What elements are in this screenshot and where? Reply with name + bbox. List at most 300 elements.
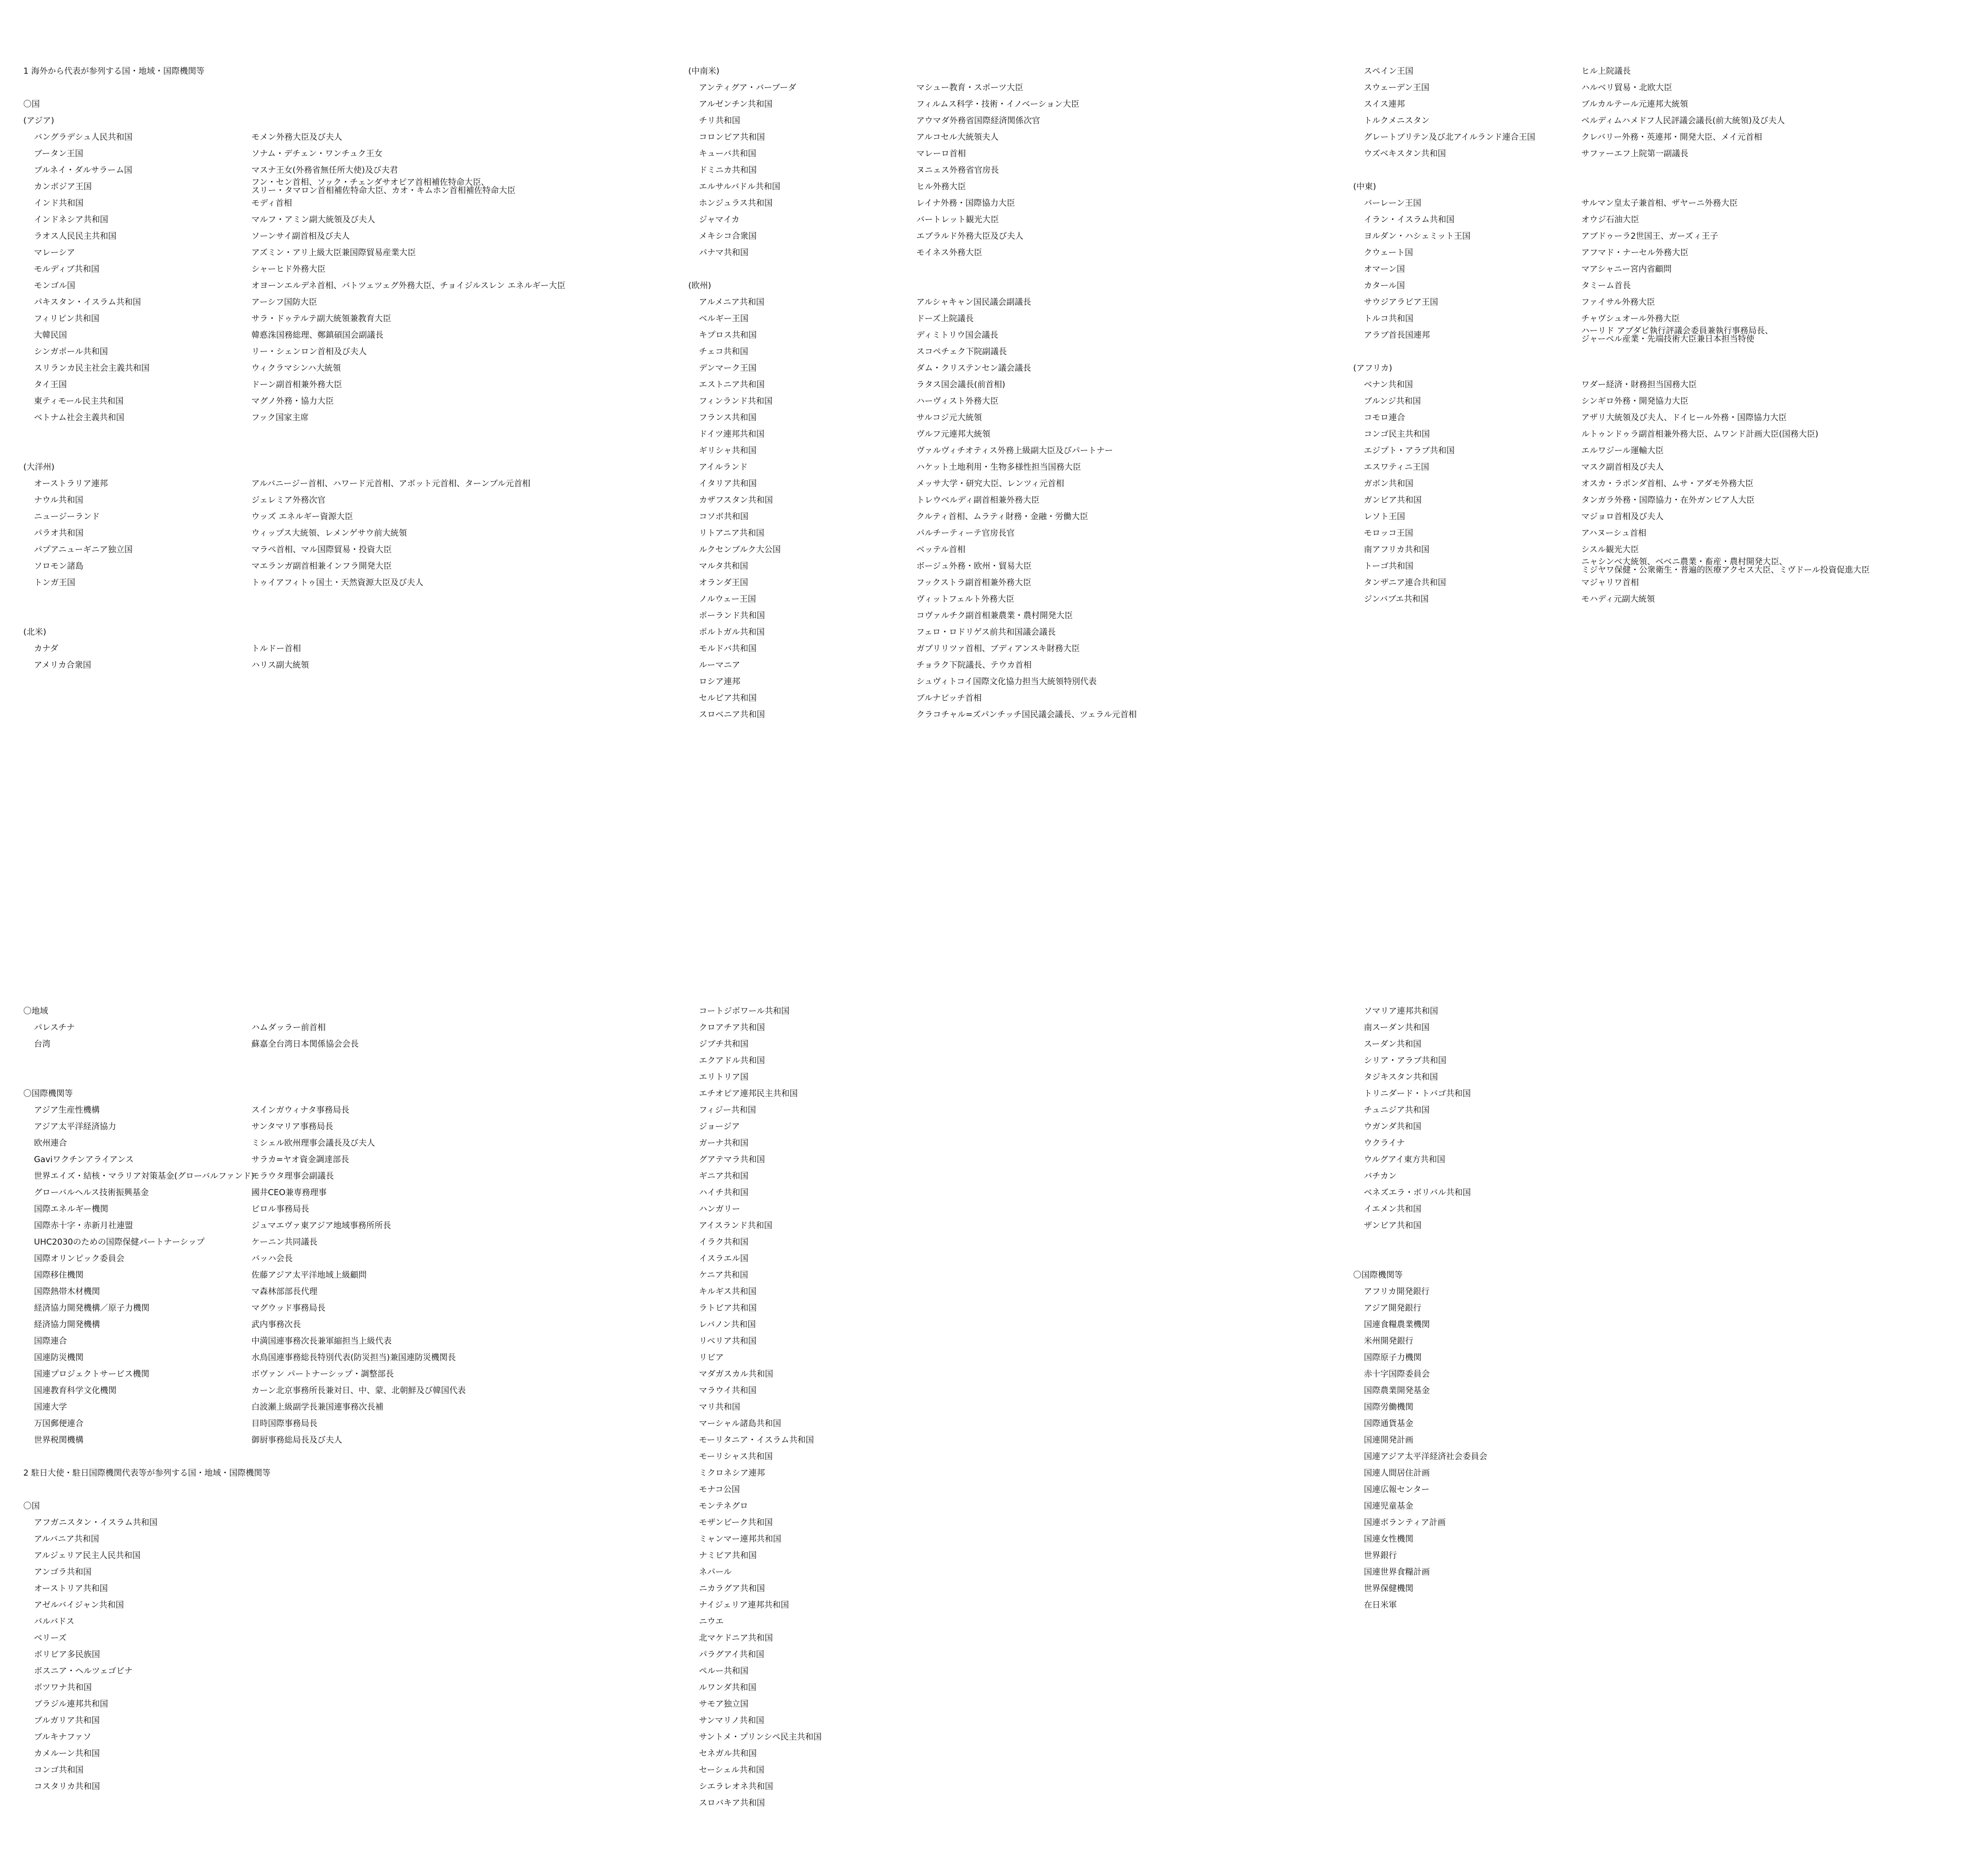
representative: ハルベリ貿易・北欧大臣 [1581,83,1672,93]
list-row [688,443,1348,459]
list-item: ジブチ共和国 [699,1039,748,1049]
list-row [23,1399,683,1415]
list-item: ザンビア共和国 [1364,1221,1422,1231]
europe-cont-list [1353,63,1988,162]
list-item: トリニダード・トバゴ共和国 [1364,1089,1471,1099]
list-row [1353,509,1988,525]
list-row [23,1300,683,1316]
representative: フェロ・ロドリゲス前共和国議会議長 [916,627,1056,637]
list-row [23,542,683,558]
representative: ヒル外務大臣 [916,182,966,192]
list-row [1353,113,1988,129]
representative: マ森林部部長代理 [251,1287,317,1297]
country-name: 万国郵便連合 [34,1419,83,1429]
country-name: トルコ共和国 [1364,314,1413,324]
list-item: チュニジア共和国 [1364,1105,1430,1115]
list-item: ガーナ共和国 [699,1138,748,1148]
country-name: スリランカ民主社会主義共和国 [34,363,149,373]
country-name: ソロモン諸島 [34,561,83,571]
country-name: 国際オリンピック委員会 [34,1254,125,1264]
country-name: メキシコ合衆国 [699,231,757,241]
list-item: サモア独立国 [699,1699,748,1709]
list-row [688,674,1348,690]
representative: マスナ王女(外務省無任所大使)及び夫君 [251,165,398,175]
list-row [688,558,1348,575]
representative: シュヴィトコイ国際文化協力担当大統領特別代表 [916,677,1097,687]
representative: サラカ=ヤオ資金調達部長 [251,1155,349,1165]
list-item: ナイジェリア連邦共和国 [699,1600,789,1610]
country-name: キプロス共和国 [699,330,757,340]
country-name: モロッコ王国 [1364,528,1413,538]
country-name: 国連教育科学文化機関 [34,1386,116,1396]
list-item: 国際原子力機関 [1364,1353,1422,1363]
list-row [23,377,683,393]
list-item: モーリシャス共和国 [699,1452,773,1462]
country-name: ニュージーランド [34,512,100,522]
list-item: エクアドル共和国 [699,1056,765,1066]
list-row [688,575,1348,591]
representative: アルコセル大統領夫人 [916,132,999,142]
part1-title: 1 海外から代表が参列する国・地域・国際機関等 [23,66,205,76]
country-name: リトアニア共和国 [699,528,764,538]
list-row [23,410,683,426]
representative: フィルムス科学・技術・イノベーション大臣 [916,99,1079,109]
country-name: キューバ共和国 [699,149,757,159]
country-name: 東ティモール民主共和国 [34,396,124,406]
list-item: 国連世界食糧計画 [1364,1567,1430,1577]
list-item: ミクロネシア連邦 [699,1468,765,1478]
list-item: 国連アジア太平洋経済社会委員会 [1364,1452,1488,1462]
list-row [23,1432,683,1448]
country-name: マレーシア [34,248,75,258]
list-item: コスタリカ共和国 [34,1782,100,1792]
country-name: 国連大学 [34,1402,67,1412]
representative: タミーム首長 [1581,281,1631,291]
list-row [688,690,1348,707]
list-item: モーリタニア・イスラム共和国 [699,1435,814,1445]
country-name: ガボン共和国 [1364,479,1413,489]
list-item: アルジェリア民主人民共和国 [34,1551,141,1561]
country-name: グレートブリテン及び北アイルランド連合王国 [1364,132,1536,142]
country-name: ベナン共和国 [1364,380,1413,390]
list-item: シリア・アラブ共和国 [1364,1056,1446,1066]
representative: ヴルフ元連邦大統領 [916,429,991,439]
list-row [23,1217,683,1234]
representative: クルティ首相、ムラティ財務・金融・労働大臣 [916,512,1088,522]
country-name: オーストラリア連邦 [34,479,108,489]
column-4 [23,1003,683,1795]
representative: クレバリー外務・英連邦・開発大臣、メイ元首相 [1581,132,1762,142]
country-name: アイルランド [699,462,748,472]
list-item: ボスニア・ヘルツェゴビナ [34,1666,133,1676]
list-row [1353,80,1988,96]
country-name: 国際移住機関 [34,1270,83,1280]
representative: ジェレミア外務次官 [251,495,326,505]
list-row [688,146,1348,162]
representative: フン・セン首相、ソック・チェンダサオピア首相補佐特命大臣、 スリー・タマロン首相補佐特命大臣、カオ・キムホン首相補佐特命大臣 [251,178,515,196]
list-item: エリトリア国 [699,1072,748,1082]
list-item: イエメン共和国 [1364,1204,1422,1214]
country-name: セルビア共和国 [699,693,757,703]
europe-list [688,294,1348,723]
country-name: アルメニア共和国 [699,297,764,307]
list-item: ケニア共和国 [699,1270,748,1280]
country-name: フィンランド共和国 [699,396,773,406]
list-row [1353,426,1988,443]
representative: 中満国連事務次長兼軍縮担当上級代表 [251,1336,392,1346]
list-row [688,179,1348,195]
list-row [23,162,683,179]
country-name: カナダ [34,644,59,654]
asia-list [23,129,683,426]
representative: 目時国際事務局長 [251,1419,317,1429]
list-row [23,327,683,344]
country-name: ドイツ連邦共和国 [699,429,765,439]
country-name: フランス共和国 [699,413,757,423]
country-name: ナウル共和国 [34,495,83,505]
list-row [688,509,1348,525]
list-row [688,591,1348,608]
list-row [23,1250,683,1267]
list-row [1353,294,1988,311]
list-row [23,641,683,657]
country-name: エルサルバドル共和国 [699,182,780,192]
representative: ジュマエヴァ東アジア地域事務所所長 [251,1221,391,1231]
list-row [23,1234,683,1250]
representative: チョラク下院議長、テウカ首相 [916,660,1032,670]
list-item: ベネズエラ・ボリバル共和国 [1364,1188,1471,1198]
list-row [23,146,683,162]
country-name: オマーン国 [1364,264,1405,274]
country-name: 国連プロジェクトサービス機関 [34,1369,149,1379]
list-item: セーシェル共和国 [699,1765,764,1775]
representative: 武内事務次長 [251,1320,301,1330]
oceania-list [23,476,683,591]
country-name: アラブ首長国連邦 [1364,330,1430,340]
list-item: 国連児童基金 [1364,1501,1413,1511]
country-name: カタール国 [1364,281,1405,291]
list-item: 国連ボランティア計画 [1364,1518,1446,1528]
list-row [688,228,1348,245]
representative: アハヌーシュ首相 [1581,528,1646,538]
representative: アフマド・ナーセル外務大臣 [1581,248,1689,258]
representative: オウジ石油大臣 [1581,215,1639,225]
representative: サルマン皇太子兼首相、ザヤーニ外務大臣 [1581,198,1738,208]
list-item: ハンガリー [699,1204,740,1214]
representative: ヌニェス外務省官房長 [916,165,999,175]
representative: マシュー教育・スポーツ大臣 [916,83,1023,93]
representative: トルドー首相 [251,644,301,654]
list-item: アイスランド共和国 [699,1221,773,1231]
representative: タンガラ外務・国際協力・在外ガンビア人大臣 [1581,495,1755,505]
representative: モラウタ理事会副議長 [251,1171,334,1181]
list-row [23,1168,683,1184]
list-item: リビア [699,1353,724,1363]
country-name: エジプト・アラブ共和国 [1364,446,1455,456]
list-row [23,311,683,327]
country-name: 南アフリカ共和国 [1364,545,1430,555]
list-item: 赤十字国際委員会 [1364,1369,1430,1379]
country-name: 世界エイズ・結核・マラリア対策基金(グローバルファンド) [34,1171,254,1181]
list-item: ウルグアイ東方共和国 [1364,1155,1445,1165]
list-item: ボリビア多民族国 [34,1650,100,1660]
list-row [1353,377,1988,393]
representative: トレウベルディ副首相兼外務大臣 [916,495,1040,505]
list-row [688,113,1348,129]
list-item: レバノン共和国 [699,1320,756,1330]
representative: ハリス副大統領 [251,660,309,670]
representative: ルトゥンドゥラ副首相兼外務大臣、ムワンド計画大臣(国務大臣) [1581,429,1819,439]
list-item: オーストリア共和国 [34,1584,108,1594]
representative: 水鳥国連事務総長特別代表(防災担当)兼国連防災機関長 [251,1353,456,1363]
list-item: スーダン共和国 [1364,1039,1422,1049]
list-row [1353,146,1988,162]
country-name: エストニア共和国 [699,380,765,390]
representative: ビロル事務局長 [251,1204,309,1214]
representative: シスル観光大臣 [1581,545,1639,555]
representative: ダム・クリステンセン議会議長 [916,363,1031,373]
list-row [1353,492,1988,509]
region-africa-label: (アフリカ) [1353,363,1392,373]
list-item: フィジー共和国 [699,1105,756,1115]
list-item: バルバドス [34,1617,75,1627]
country-name: スペイン王国 [1364,66,1413,76]
country-name: 国際連合 [34,1336,67,1346]
country-name: 世界税関機構 [34,1435,83,1445]
list-item: ネパール [699,1567,732,1577]
country-name: ジャマイカ [699,215,740,225]
list-row [23,228,683,245]
representative: チャヴシュオール外務大臣 [1581,314,1680,324]
list-row [688,311,1348,327]
country-name: スロベニア共和国 [699,710,765,720]
representative: ハケット土地利用・生物多様性担当国務大臣 [916,462,1081,472]
list-row [688,195,1348,212]
list-row [23,1201,683,1217]
list-row [688,80,1348,96]
representative: 佐藤アジア太平洋地域上級顧問 [251,1270,367,1280]
part2-title: 2 駐日大使・駐日国際機関代表等が参列する国・地域・国際機関等 [23,1468,271,1478]
country-name: スウェーデン王国 [1364,83,1429,93]
list-item: ニウエ [699,1617,724,1627]
middle-east-list [1353,195,1988,344]
representative: ウィップス大統領、レメンゲサウ前大統領 [251,528,407,538]
list-row [688,608,1348,624]
list-row [1353,393,1988,410]
africa-list [1353,377,1988,608]
list-row [23,344,683,360]
country-name: チリ共和国 [699,116,740,126]
list-row [1353,542,1988,558]
list-row [23,476,683,492]
list-item: ウガンダ共和国 [1364,1122,1422,1132]
country-name: アジア太平洋経済協力 [34,1122,116,1132]
country-name: ルーマニア [699,660,740,670]
list-item: コンゴ共和国 [34,1765,83,1775]
list-item: 国際農業開発基金 [1364,1386,1430,1396]
list-row [23,261,683,278]
representative: マアシャニー宮内省顧問 [1581,264,1672,274]
list-item: ソマリア連邦共和国 [1364,1006,1438,1016]
list-item: ジョージア [699,1122,740,1132]
representative: サファーエフ上院第一副議長 [1581,149,1689,159]
list-item: 国際労働機関 [1364,1402,1413,1412]
list-row [688,492,1348,509]
representative: ハムダッラー前首相 [251,1023,326,1033]
country-name: バングラデシュ人民共和国 [34,132,133,142]
list-row [688,344,1348,360]
representative: クラコチャル=ズパンチッチ国民議会議長、ツェラル元首相 [916,710,1137,720]
list-row [23,1184,683,1201]
representative: 韓悳洙国務総理、鄭鎮碩国会副議長 [251,330,383,340]
representative: スインガウィナタ事務局長 [251,1105,349,1115]
list-row [23,525,683,542]
part2-orgs-header: 〇国際機関等 [1353,1270,1403,1280]
list-item: リベリア共和国 [699,1336,757,1346]
representative: ラタス国会議長(前首相) [916,380,1006,390]
list-item: アフリカ開発銀行 [1364,1287,1430,1297]
country-name: ドミニカ共和国 [699,165,757,175]
representative: ウッズ エネルギー資源大臣 [251,512,353,522]
representative: レイナ外務・国際協力大臣 [916,198,1015,208]
list-item: 米州開発銀行 [1364,1336,1413,1346]
representative: マグウッド事務局長 [251,1303,326,1313]
representative: アルシャキャン国民議会副議長 [916,297,1031,307]
list-row [1353,63,1988,80]
orgs-part1-list [23,1102,683,1448]
country-name: インド共和国 [34,198,83,208]
country-name: ポーランド共和国 [699,611,765,621]
country-name: ポルトガル共和国 [699,627,765,637]
representative: ソーンサイ副首相及び夫人 [251,231,350,241]
country-name: ブルネイ・ダルサラーム国 [34,165,133,175]
countries-header: 〇国 [23,99,40,109]
representative: マレーロ首相 [916,149,966,159]
representative: 國井CEO兼専務理事 [251,1188,327,1198]
list-item: モザンビーク共和国 [699,1518,773,1528]
representative: アブドゥーラ2世国王、ガーズィ王子 [1581,231,1719,241]
list-row [23,509,683,525]
list-row [1353,212,1988,228]
list-row [1353,558,1988,575]
list-row [23,1019,683,1036]
country-name: カザフスタン共和国 [699,495,773,505]
representative: シンギロ外務・開発協力大臣 [1581,396,1689,406]
list-row [1353,410,1988,426]
country-name: ベトナム社会主義共和国 [34,413,125,423]
intl-orgs-header: 〇国際機関等 [23,1089,73,1099]
list-row [1353,261,1988,278]
list-item: バチカン [1364,1171,1397,1181]
list-item: 国連開発計画 [1364,1435,1413,1445]
country-name: デンマーク王国 [699,363,757,373]
region-europe-label: (欧州) [688,281,712,291]
list-row [688,245,1348,261]
list-item: 世界保健機関 [1364,1584,1413,1594]
list-item: ボツワナ共和国 [34,1683,92,1693]
list-row [1353,228,1988,245]
representative: マジョロ首相及び夫人 [1581,512,1664,522]
country-name: ホンジュラス共和国 [699,198,773,208]
list-item: ルワンダ共和国 [699,1683,757,1693]
list-row [1353,459,1988,476]
list-row [1353,311,1988,327]
list-row [23,1349,683,1366]
list-item: 国連女性機関 [1364,1534,1413,1544]
list-item: カメルーン共和国 [34,1749,100,1759]
country-name: バーレーン王国 [1364,198,1422,208]
representative: ウィクラマシンハ大統領 [251,363,341,373]
country-name: モルディブ共和国 [34,264,99,274]
list-row [23,245,683,261]
list-item: マーシャル諸島共和国 [699,1419,781,1429]
list-item: 国際通貨基金 [1364,1419,1413,1429]
representative: メッサ大学・研究大臣、レンツィ元首相 [916,479,1064,489]
list-item: ニカラグア共和国 [699,1584,765,1594]
representative: ソナム・デチェン・ワンチュク王女 [251,149,383,159]
list-item: ブルガリア共和国 [34,1716,100,1726]
list-item: ブルキナファソ [34,1732,91,1742]
country-name: 国際熱帯木材機関 [34,1287,100,1297]
representative: ドーン副首相兼外務大臣 [251,380,342,390]
representative: ヴィットフェルト外務大臣 [916,594,1014,604]
list-row [1353,443,1988,459]
representative: サラ・ドゥテルテ副大統領兼教育大臣 [251,314,391,324]
representative: エルワジール運輸大臣 [1581,446,1664,456]
list-item: コートジボワール共和国 [699,1006,790,1016]
list-row [688,707,1348,723]
country-name: コロンビア共和国 [699,132,765,142]
country-name: 欧州連合 [34,1138,67,1148]
list-item: ギニア共和国 [699,1171,748,1181]
representative: ハーヴィスト外務大臣 [916,396,998,406]
column-3 [1353,63,1988,608]
list-item: アフガニスタン・イスラム共和国 [34,1518,158,1528]
list-row [688,212,1348,228]
representative: リー・シェンロン首相及び夫人 [251,347,367,357]
list-row [688,476,1348,492]
list-row [688,542,1348,558]
list-item: アゼルバイジャン共和国 [34,1600,124,1610]
list-row [23,278,683,294]
country-name: タンザニア連合共和国 [1364,578,1446,588]
north-america-list [23,641,683,674]
country-name: パプアニューギニア独立国 [34,545,133,555]
list-row [1353,591,1988,608]
list-row [688,327,1348,344]
list-row [23,294,683,311]
region-latin-america-label: (中南米) [688,66,720,76]
list-row [23,360,683,377]
country-name: グローバルヘルス技術振興基金 [34,1188,149,1198]
list-item: タジキスタン共和国 [1364,1072,1438,1082]
list-row [688,96,1348,113]
representative: モディ首相 [251,198,292,208]
country-name: レソト王国 [1364,512,1405,522]
regions-header: 〇地域 [23,1006,48,1016]
part2-orgs-list [1353,1283,1988,1613]
country-name: ブータン王国 [34,149,83,159]
representative: マエランガ副首相兼インフラ開発大臣 [251,561,392,571]
country-name: パナマ共和国 [699,248,748,258]
country-name: チェコ共和国 [699,347,748,357]
list-row [688,162,1348,179]
list-row [23,179,683,195]
representative: ブルナビッチ首相 [916,693,982,703]
country-name: トンガ王国 [34,578,75,588]
list-row [688,129,1348,146]
representative: マスク副首相及び夫人 [1581,462,1664,472]
